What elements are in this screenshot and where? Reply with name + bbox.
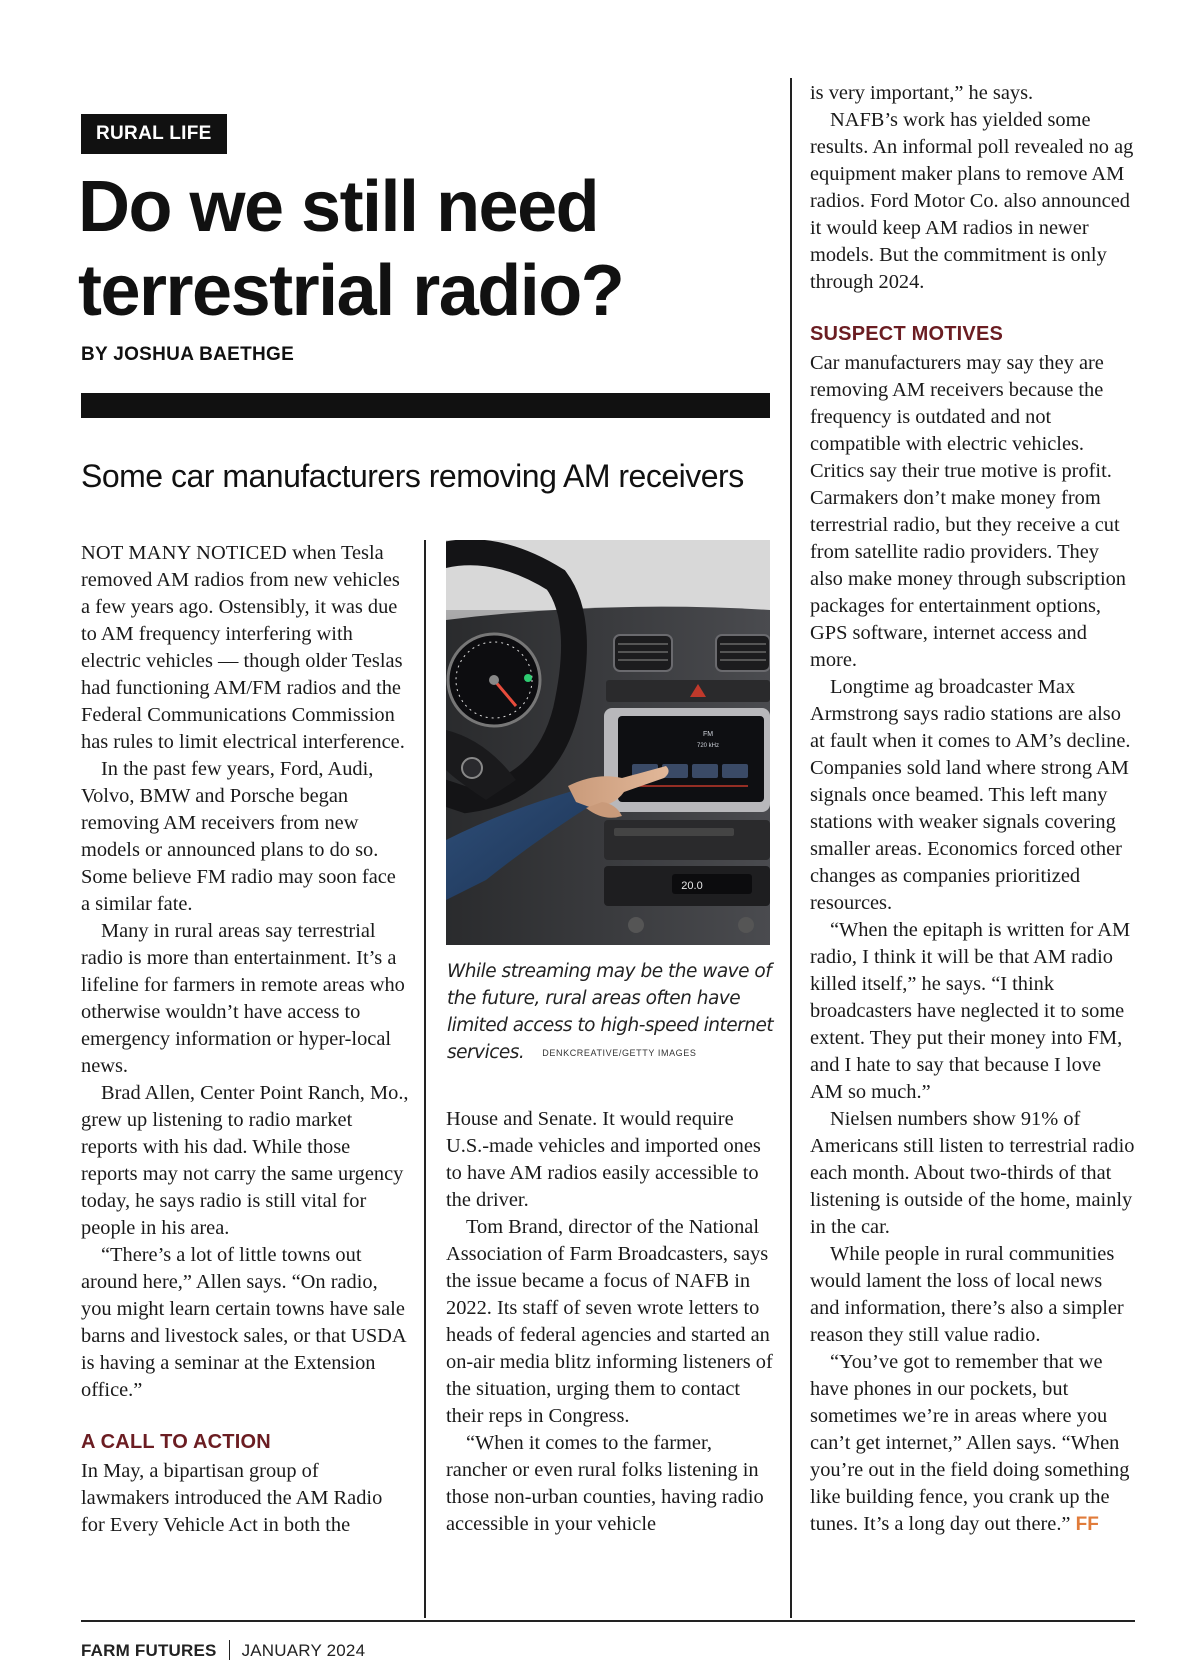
subhead-suspect-motives: SUSPECT MOTIVES [810,323,1004,345]
car-dashboard-photo [446,540,770,945]
footer-rule [81,1620,1135,1622]
paragraph: Car manufacturers may say they are removing AM receivers because the frequency is outdated and not compatible with electric vehicles. Critics say their true motive is profit. Carmakers don’t make money from terrestrial radio, but they receive a cut from satellite radio providers. They also make money through subscription packages for entertainment options, GPS software, internet access and more. [810,352,1127,671]
paragraph: House and Senate. It would require U.S.-made vehicles and imported ones to have AM radios easily accessible to the driver. [446,1108,761,1211]
end-mark: FF [1075,1514,1099,1535]
issue-date: JANUARY 2024 [241,1641,366,1660]
photo-credit: DENKCREATIVE/GETTY IMAGES [542,1047,697,1058]
paragraph: NAFB’s work has yielded some results. An informal poll revealed no ag equipment maker plans to remove AM radios. Ford Motor Co. also announced it would keep AM radios in newer models. But the commitment is only through 2024. [810,109,1134,293]
article-deck: Some car manufacturers removing AM receivers [81,458,744,494]
header-bar [81,393,770,418]
screen-frequency-text: 720 kHz [696,743,720,749]
paragraph: Many in rural areas say terrestrial radio is more than entertainment. It’s a lifeline for farmers in remote areas who otherwise wouldn’t have access to emergency information or hyper-local news. [81,920,405,1077]
paragraph: Longtime ag broadcaster Max Armstrong says radio stations are also at fault when it comes to AM’s decline. Companies sold land where strong AM signals once beamed. This left many stations with weaker signals covering smaller areas. Economics forced other changes as companies prioritized resources. [810,676,1131,914]
section-kicker: RURAL LIFE [81,114,227,154]
article-column-1 [81,540,409,1539]
article-column-2 [446,1106,776,1538]
paragraph: is very important,” he says. [810,82,1034,104]
paragraph: Brad Allen, Center Point Ranch, Mo., grew up listening to radio market reports with his dad. While those reports may not carry the same urgency today, he says radio is still vital for people in his area. [81,1082,409,1239]
paragraph: Nielsen numbers show 91% of Americans still listen to terrestrial radio each month. About two-thirds of that listening is outside of the home, mainly in the car. [810,1108,1135,1238]
paragraph: In the past few years, Ford, Audi, Volvo, BMW and Porsche began removing AM receivers from new models or announced plans to do so. Some believe FM radio may soon face a similar fate. [81,758,396,915]
paragraph: “There’s a lot of little towns out around here,” Allen says. “On radio, you might learn certain towns have sale barns and livestock sales, or that USDA is having a seminar at the Extension office.” [81,1244,406,1401]
screen-band-text: FM [702,731,714,738]
magazine-name: FARM FUTURES [81,1641,217,1660]
byline: BY JOSHUA BAETHGE [81,344,295,365]
page-footer [81,1640,365,1661]
lead-in: NOT MANY NOTICED [81,542,287,564]
subhead-call-to-action: A CALL TO ACTION [81,1431,271,1453]
paragraph: “When it comes to the farmer, rancher or even rural folks listening in those non-urban counties, having radio accessible in your vehicle [446,1432,764,1535]
paragraph: NOT MANY NOTICED when Tesla removed AM radios from new vehicles a few years ago. Ostensibly, it was due to AM frequency interfering with electric vehicles — though older Teslas had functioning AM/FM radios and the Federal Communications Commission has rules to limit electrical interference. [81,542,405,753]
footer-separator [229,1640,230,1660]
paragraph: In May, a bipartisan group of lawmakers introduced the AM Radio for Every Vehicle Act in both the [81,1460,383,1536]
photo-caption: While streaming may be the wave of the future, rural areas often have limited access to high-speed internet services. DENKCREATIVE/GETTY IMAGES [447,961,774,1063]
paragraph: “When the epitaph is written for AM radio, I think it will be that AM radio killed itself,” he says. “I think broadcasters have neglected it to some extent. They put their money into FM, and I hate to say that because I love AM so much.” [810,919,1131,1103]
paragraph: Tom Brand, director of the National Association of Farm Broadcasters, says the issue became a focus of NAFB in 2022. Its staff of seven wrote letters to heads of federal agencies and started an on-air media blitz informing listeners of the situation, urging them to contact their reps in Congress. [446,1216,773,1427]
column-divider [790,78,792,1618]
article-column-3 [810,80,1135,1538]
paragraph: While people in rural communities would lament the loss of local news and information, there’s also a simpler reason they still value radio. [810,1243,1124,1346]
climate-readout: 20.0 [681,880,703,892]
paragraph: “You’ve got to remember that we have phones in our pockets, but sometimes we’re in areas where you can’t get internet,” Allen says. “When you’re out in the field doing something like building fence, you crank up the tunes. It’s a long day out there.” FF [810,1351,1130,1535]
article-title: Do we still need terrestrial radio? [78,167,624,331]
column-divider [424,540,426,1618]
